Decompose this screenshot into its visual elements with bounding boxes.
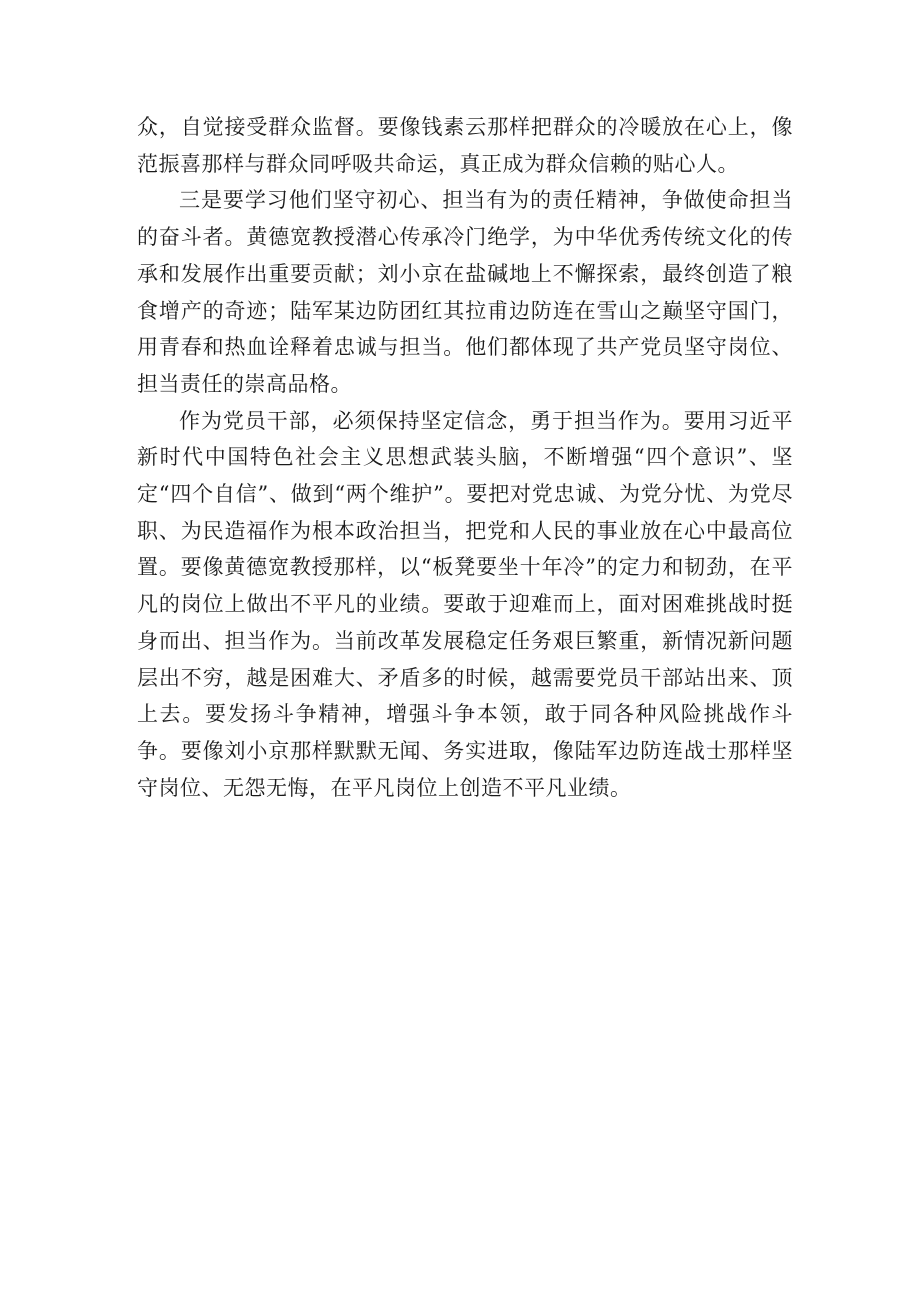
document-body (137, 109, 793, 806)
paragraph-responsibility-spirit: 三是要学习他们坚守初心、担当有为的责任精神，争做使命担当的奋斗者。黄德宽教授潜心传承冷门绝学，为中华优秀传统文化的传承和发展作出重要贡献；刘小京在盐碱地上不懈探索，最终创造了粮食增产的奇迹；陆军某边防团红其拉甫边防连在雪山之巅坚守国门，用青春和热血诠释着忠诚与担当。他们都体现了共产党员坚守岗位、担当责任的崇高品格。 (137, 188, 793, 396)
paragraph-party-cadre-duty: 作为党员干部，必须保持坚定信念，勇于担当作为。要用习近平新时代中国特色社会主义思想武装头脑，不断增强“四个意识”、坚定“四个自信”、做到“两个维护”。要把对党忠诚、为党分忧、为党尽职、为民造福作为根本政治担当，把党和人民的事业放在心中最高位置。要像黄德宽教授那样，以“板凳要坐十年冷”的定力和韧劲，在平凡的岗位上做出不平凡的业绩。要敢于迎难而上，面对困难挑战时挺身而出、担当作为。当前改革发展稳定任务艰巨繁重，新情况新问题层出不穷，越是困难大、矛盾多的时候，越需要党员干部站出来、顶上去。要发扬斗争精神，增强斗争本领，敢于同各种风险挑战作斗争。要像刘小京那样默默无闻、务实进取，像陆军边防连战士那样坚守岗位、无怨无悔，在平凡岗位上创造不平凡业绩。 (137, 408, 793, 800)
paragraph-continuation: 众，自觉接受群众监督。要像钱素云那样把群众的冷暖放在心上，像范振喜那样与群众同呼吸共命运，真正成为群众信赖的贴心人。 (137, 115, 793, 176)
